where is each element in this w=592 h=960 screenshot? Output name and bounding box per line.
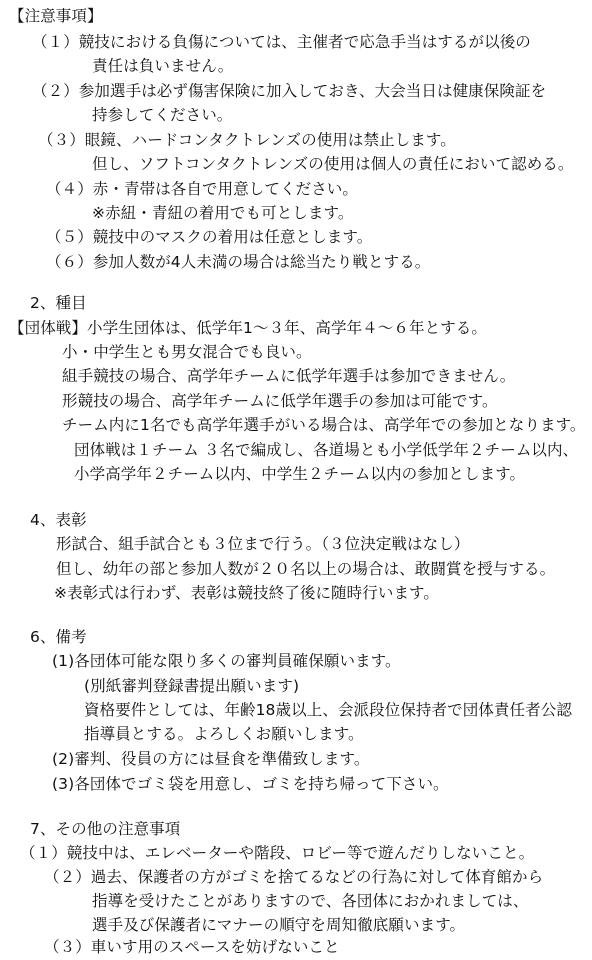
notes-item-1: （１）競技における負傷については、主催者で応急手当はするが以後の bbox=[32, 33, 531, 51]
remarks-item-2: (2)審判、役員の方には昼食を準備致します。 bbox=[52, 750, 370, 768]
notes-item-4: （４）赤・青帯は各自で用意してください。 bbox=[46, 180, 359, 198]
other-item-3: （３）車いす用のスペースを妨げないこと bbox=[44, 938, 340, 956]
notes-item-5: （５）競技中のマスクの着用は任意とします。 bbox=[46, 228, 373, 246]
remarks-heading: 6、備考 bbox=[30, 628, 87, 646]
events-team-line: 【団体戦】小学生団体は、低学年1～３年、高学年４～６年とする。 bbox=[9, 319, 487, 337]
remarks-item-1: (1)各団体可能な限り多くの審判員確保願います。 bbox=[52, 652, 401, 670]
events-heading: 2、種目 bbox=[30, 294, 87, 312]
awards-line-1: 形試合、組手試合とも３位まで行う。（３位決定戦はなし） bbox=[56, 535, 470, 553]
notes-item-3: （３）眼鏡、ハードコンタクトレンズの使用は禁止します。 bbox=[38, 131, 456, 149]
awards-line-2: 但し、幼年の部と参加人数が２０名以上の場合は、敢闘賞を授与する。 bbox=[56, 560, 556, 578]
other-heading: 7、その他の注意事項 bbox=[30, 820, 181, 838]
notes-item-4-cont: ※赤紐・青紐の着用でも可とします。 bbox=[92, 204, 354, 222]
events-line-6: 団体戦は１チーム ３名で編成し、各道場とも小学低学年２チーム以内、 bbox=[74, 441, 579, 459]
notes-item-2: （２）参加選手は必ず傷害保険に加入しておき、大会当日は健康保険証を bbox=[32, 82, 547, 100]
events-line-5: チーム内に1名でも高学年選手がいる場合は、高学年での参加となります。 bbox=[62, 416, 586, 434]
other-item-1: （１）競技中は、エレベーターや階段、ロビー等で遊んだりしないこと。 bbox=[20, 844, 535, 862]
remarks-item-1-cont-2: 指導員とする。よろしくお願いします。 bbox=[84, 725, 364, 743]
other-item-2-cont-2: 選手及び保護者にマナーの順守を周知徹底願います。 bbox=[92, 916, 466, 934]
awards-line-3: ※表彰式は行わず、表彰は競技終了後に随時行います。 bbox=[54, 584, 440, 602]
notes-heading: 【注意事項】 bbox=[9, 7, 103, 25]
notes-item-2-cont: 持参してください。 bbox=[92, 106, 233, 124]
events-line-4: 形競技の場合、高学年チームに低学年選手の参加は可能です。 bbox=[62, 392, 498, 410]
events-line-2: 小・中学生とも男女混合でも良い。 bbox=[62, 343, 312, 361]
notes-item-1-cont: 責任は負いません。 bbox=[92, 57, 234, 75]
notes-item-6: （６）参加人数が4人未満の場合は総当たり戦とする。 bbox=[46, 253, 431, 271]
events-line-7: 小学高学年２チーム以内、中学生２チーム以内の参加とします。 bbox=[74, 465, 526, 483]
events-line-3: 組手競技の場合、高学年チームに低学年選手は参加できません。 bbox=[62, 367, 516, 385]
other-item-2-cont: 指導を受けたことがありますので、各団体におかれましては、 bbox=[92, 892, 529, 910]
awards-heading: 4、表彰 bbox=[30, 511, 87, 529]
remarks-item-1-note: (別紙審判登録書提出願います) bbox=[84, 677, 300, 695]
remarks-item-3: (3)各団体でゴミ袋を用意し、ゴミを持ち帰って下さい。 bbox=[52, 775, 449, 793]
remarks-item-1-cont: 資格要件としては、年齢18歳以上、会派段位保持者で団体責任者公認 bbox=[84, 701, 572, 719]
other-item-2: （２）過去、保護者の方がゴミを捨てるなどの行為に対して体育館から bbox=[44, 868, 544, 886]
notes-item-3-cont: 但し、ソフトコンタクトレンズの使用は個人の責任において認める。 bbox=[92, 155, 574, 173]
